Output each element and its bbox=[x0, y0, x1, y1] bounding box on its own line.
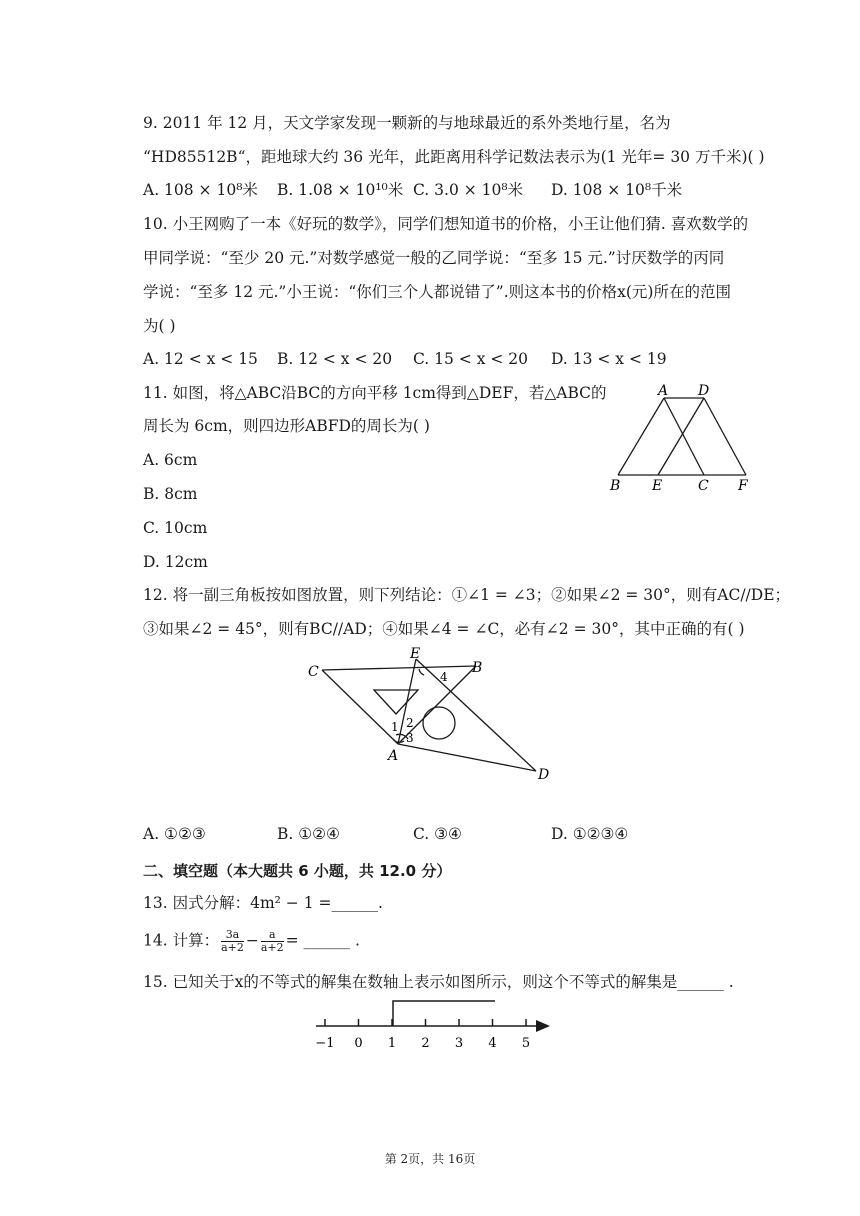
q11-option-c: C. 10cm bbox=[143, 519, 208, 537]
q15-line: 15. 已知关于x的不等式的解集在数轴上表示如图所示，则这个不等式的解集是______ . bbox=[143, 973, 734, 991]
q10-option-d: D. 13 < x < 19 bbox=[551, 350, 667, 368]
q12-option-a: A. ①②③ bbox=[143, 825, 206, 843]
q11-option-d: D. 12cm bbox=[143, 553, 208, 571]
q11-label-b: B bbox=[610, 478, 621, 494]
q12-option-b: B. ①②④ bbox=[277, 825, 340, 843]
q12-set-squares-figure bbox=[300, 645, 560, 785]
number-line-tick-label: −1 bbox=[315, 1036, 335, 1051]
q12-option-c: C. ③④ bbox=[413, 825, 462, 843]
q14-frac2-numerator: a bbox=[261, 929, 284, 942]
q12-label-a: A bbox=[388, 748, 399, 764]
q12-angle-1: 1 bbox=[391, 720, 399, 734]
q14-frac1-numerator: 3a bbox=[221, 929, 244, 942]
q11-label-c: C bbox=[698, 478, 709, 494]
q9-line1: 9. 2011 年 12 月，天文学家发现一颗新的与地球最近的系外类地行星，名为 bbox=[143, 114, 671, 132]
q12-label-c: C bbox=[308, 664, 319, 680]
q11-label-e: E bbox=[652, 478, 663, 494]
q9-option-a: A. 108 × 10⁸米 bbox=[143, 181, 258, 199]
q12-label-e: E bbox=[410, 646, 421, 662]
q10-line4: 为( ) bbox=[143, 317, 176, 335]
q9-option-b: B. 1.08 × 10¹⁰米 bbox=[277, 181, 404, 199]
number-line-tick-label: 1 bbox=[387, 1036, 397, 1051]
q14-frac1-denominator: a+2 bbox=[221, 941, 244, 954]
q12-angle-4: 4 bbox=[440, 670, 448, 684]
q11-label-f: F bbox=[738, 478, 748, 494]
q14-suffix: = ______ . bbox=[285, 931, 360, 950]
q14-prefix: 14. 计算： bbox=[143, 931, 220, 950]
q12-angle-2: 2 bbox=[406, 716, 414, 730]
q14-fraction-1 bbox=[221, 929, 244, 954]
q9-line2: “HD85512B“，距地球大约 36 光年，此距离用科学记数法表示为(1 光年= 30 万千米)( ) bbox=[143, 148, 765, 166]
q14-line bbox=[143, 929, 360, 954]
q10-line3: 学说：“至多 12 元.”小王说：“你们三个人都说错了”.则这本书的价格x(元)所在的范围 bbox=[143, 283, 731, 301]
q13-line: 13. 因式分解：4m² − 1 =______. bbox=[143, 894, 383, 912]
q10-line1: 10. 小王网购了一本《好玩的数学》，同学们想知道书的价格，小王让他们猜. 喜欢数学的 bbox=[143, 215, 749, 233]
q10-option-b: B. 12 < x < 20 bbox=[277, 350, 393, 368]
q11-line2: 周长为 6cm，则四边形ABFD的周长为( ) bbox=[143, 417, 430, 435]
page-footer: 第 2页，共 16页 bbox=[384, 1152, 476, 1166]
section-title-fill-in: 二、填空题（本大题共 6 小题，共 12.0 分） bbox=[143, 862, 452, 880]
q12-option-d: D. ①②③④ bbox=[551, 825, 629, 843]
q14-minus: − bbox=[245, 931, 259, 950]
q10-option-c: C. 15 < x < 20 bbox=[413, 350, 529, 368]
q11-option-b: B. 8cm bbox=[143, 485, 198, 503]
q11-option-a: A. 6cm bbox=[143, 451, 198, 469]
q11-label-a: A bbox=[658, 383, 669, 399]
q12-line1: 12. 将一副三角板按如图放置，则下列结论：①∠1 = ∠3；②如果∠2 = 30°，则有AC//DE； bbox=[143, 586, 791, 604]
q14-frac2-denominator: a+2 bbox=[260, 941, 284, 954]
q12-line2: ③如果∠2 = 45°，则有BC//AD；④如果∠4 = ∠C，必有∠2 = 30°，其中正确的有( ) bbox=[143, 620, 745, 638]
number-line-tick-label: 2 bbox=[421, 1036, 430, 1051]
q9-option-d: D. 108 × 10⁸千米 bbox=[551, 181, 683, 199]
number-line-tick-label: 5 bbox=[521, 1036, 531, 1051]
q12-angle-3: 3 bbox=[406, 731, 414, 745]
q9-option-c: C. 3.0 × 10⁸米 bbox=[413, 181, 524, 199]
q14-fraction-2 bbox=[261, 929, 284, 954]
q10-option-a: A. 12 < x < 15 bbox=[143, 350, 258, 368]
number-line-tick-label: 0 bbox=[354, 1036, 363, 1051]
number-line-tick-label: 3 bbox=[454, 1036, 464, 1051]
q10-line2: 甲同学说：“至少 20 元.”对数学感觉一般的乙同学说：“至多 15 元.”讨厌数学的丙同 bbox=[143, 249, 725, 267]
q12-label-d: D bbox=[538, 767, 550, 783]
q11-label-d: D bbox=[698, 383, 710, 399]
q11-translation-figure bbox=[600, 382, 760, 494]
q11-line1: 11. 如图，将△ABC沿BC的方向平移 1cm得到△DEF，若△ABC的 bbox=[143, 384, 607, 402]
q15-number-line bbox=[310, 996, 560, 1056]
number-line-tick-label: 4 bbox=[488, 1036, 497, 1051]
q12-label-b: B bbox=[472, 660, 483, 676]
